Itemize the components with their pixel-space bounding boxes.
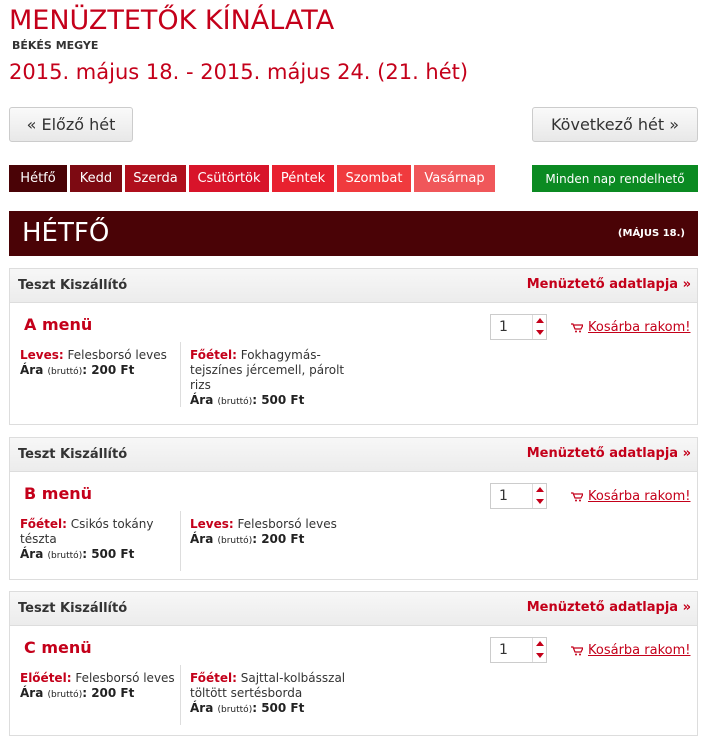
course-1: Főétel: Csikós tokány tészta Ára (bruttó): 500 Ft xyxy=(20,517,154,561)
tab-csutortok[interactable]: Csütörtök xyxy=(189,165,269,192)
price-value: 500 Ft xyxy=(261,393,305,407)
price-value: 200 Ft xyxy=(91,686,135,700)
day-name: HÉTFŐ xyxy=(22,218,110,248)
course-1: Leves: Felesborsó leves Ára (bruttó): 200 Ft xyxy=(20,348,167,377)
price-label: Ára xyxy=(190,393,214,407)
price-value: 200 Ft xyxy=(91,363,135,377)
course-2: Főétel: Fokhagymás-tejszínes jércemell, párolt rizs Ára (bruttó): 500 Ft xyxy=(190,348,345,407)
course-name: Sajttal-kolbásszal töltött sertésborda xyxy=(190,671,346,700)
course-1: Előétel: Felesborsó leves Ára (bruttó): 200 Ft xyxy=(20,671,175,700)
menu-card xyxy=(9,268,698,425)
quantity-value: 1 xyxy=(499,642,508,658)
supplier-details-link[interactable]: Menüztető adatlapja » xyxy=(526,446,691,461)
menu-name: A menü xyxy=(24,315,93,334)
decrement-arrow-icon[interactable] xyxy=(536,653,544,658)
stepper-arrows xyxy=(532,638,546,662)
next-week-button[interactable]: Következő hét » xyxy=(532,107,698,142)
day-tabs xyxy=(9,165,495,192)
course-label: Leves xyxy=(190,517,229,531)
course-name: Csikós tokány tészta xyxy=(20,517,154,546)
increment-arrow-icon[interactable] xyxy=(536,318,544,323)
add-to-cart-link[interactable] xyxy=(571,489,690,504)
course-label: Főétel xyxy=(190,671,233,685)
add-to-cart-label: Kosárba rakom! xyxy=(588,489,691,504)
quantity-value: 1 xyxy=(499,488,508,504)
prev-week-button[interactable]: « Előző hét xyxy=(9,107,133,142)
course-name: Fokhagymás-tejszínes jércemell, párolt rizs xyxy=(190,348,345,392)
supplier-details-link[interactable]: Menüztető adatlapja » xyxy=(526,277,691,292)
stepper-arrows xyxy=(532,484,546,508)
menu-name: B menü xyxy=(24,484,93,503)
stepper-arrows xyxy=(532,315,546,339)
tab-szerda[interactable]: Szerda xyxy=(125,165,186,192)
course-label: Főétel xyxy=(20,517,63,531)
all-days-button[interactable]: Minden nap rendelhető xyxy=(532,165,698,192)
cart-icon xyxy=(571,646,583,656)
price-note: (bruttó) xyxy=(217,536,253,546)
price-label: Ára xyxy=(190,701,214,715)
cart-icon xyxy=(571,492,583,502)
card-header xyxy=(10,269,697,303)
add-to-cart-link[interactable] xyxy=(571,643,690,658)
course-name: Felesborsó leves xyxy=(75,671,175,685)
price-label: Ára xyxy=(190,532,214,546)
quantity-stepper[interactable] xyxy=(490,637,547,663)
price-label: Ára xyxy=(20,363,44,377)
price-label: Ára xyxy=(20,547,44,561)
page-title: MENÜZTETŐK KÍNÁLATA xyxy=(9,5,335,36)
tab-pentek[interactable]: Péntek xyxy=(272,165,334,192)
menu-name: C menü xyxy=(24,638,92,657)
county-label: BÉKÉS MEGYE xyxy=(12,39,99,52)
course-label: Leves xyxy=(20,348,59,362)
add-to-cart-link[interactable] xyxy=(571,320,690,335)
course-2: Főétel: Sajttal-kolbásszal töltött sertésborda Ára (bruttó): 500 Ft xyxy=(190,671,346,715)
date-range: 2015. május 18. - 2015. május 24. (21. hét) xyxy=(9,60,469,84)
day-header xyxy=(9,211,698,256)
tab-vasarnap[interactable]: Vasárnap xyxy=(414,165,495,192)
add-to-cart-label: Kosárba rakom! xyxy=(588,643,691,658)
quantity-stepper[interactable] xyxy=(490,314,547,340)
price-value: 200 Ft xyxy=(261,532,305,546)
price-note: (bruttó) xyxy=(217,397,253,407)
course-label: Előétel xyxy=(20,671,67,685)
price-value: 500 Ft xyxy=(261,701,305,715)
course-label: Főétel xyxy=(190,348,233,362)
card-header xyxy=(10,438,697,472)
quantity-stepper[interactable] xyxy=(490,483,547,509)
increment-arrow-icon[interactable] xyxy=(536,641,544,646)
decrement-arrow-icon[interactable] xyxy=(536,330,544,335)
price-note: (bruttó) xyxy=(47,690,83,700)
supplier-name: Teszt Kiszállító xyxy=(18,447,128,462)
price-label: Ára xyxy=(20,686,44,700)
supplier-name: Teszt Kiszállító xyxy=(18,601,128,616)
quantity-value: 1 xyxy=(499,319,508,335)
day-date: (MÁJUS 18.) xyxy=(617,228,685,239)
card-header xyxy=(10,592,697,626)
add-to-cart-label: Kosárba rakom! xyxy=(588,320,691,335)
price-note: (bruttó) xyxy=(217,705,253,715)
decrement-arrow-icon[interactable] xyxy=(536,499,544,504)
supplier-name: Teszt Kiszállító xyxy=(18,278,128,293)
course-name: Felesborsó leves xyxy=(67,348,167,362)
tab-szombat[interactable]: Szombat xyxy=(337,165,411,192)
tab-hetfo[interactable]: Hétfő xyxy=(9,165,67,192)
price-note: (bruttó) xyxy=(47,551,83,561)
menu-card xyxy=(9,591,698,736)
cart-icon xyxy=(571,323,583,333)
menu-card xyxy=(9,437,698,580)
increment-arrow-icon[interactable] xyxy=(536,487,544,492)
tab-kedd[interactable]: Kedd xyxy=(70,165,122,192)
course-2: Leves: Felesborsó leves Ára (bruttó): 200 Ft xyxy=(190,517,337,546)
supplier-details-link[interactable]: Menüztető adatlapja » xyxy=(526,600,691,615)
price-note: (bruttó) xyxy=(47,367,83,377)
course-name: Felesborsó leves xyxy=(237,517,337,531)
price-value: 500 Ft xyxy=(91,547,135,561)
